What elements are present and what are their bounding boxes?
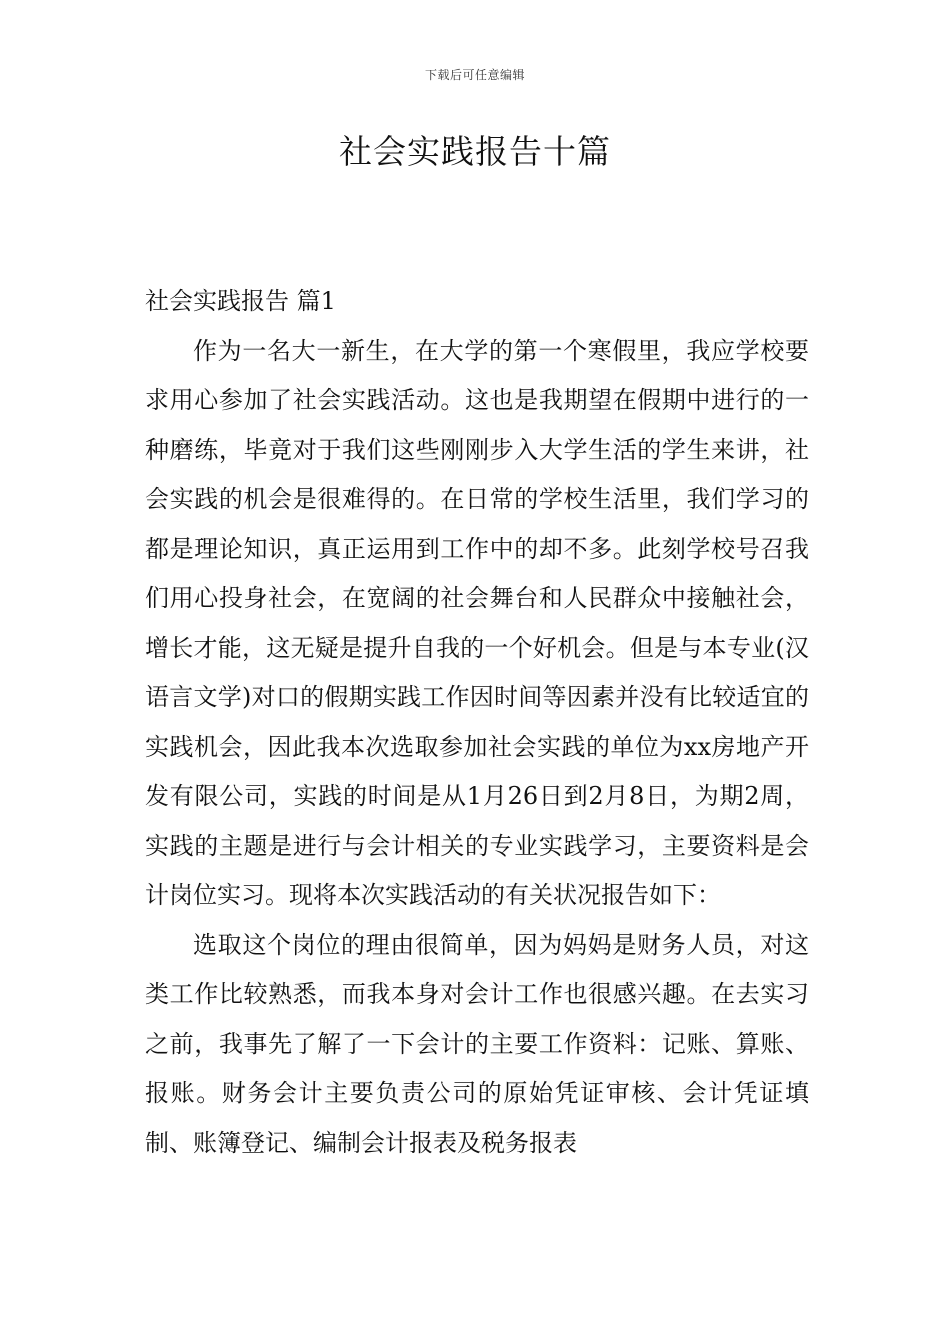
- paragraph-1: 作为一名大一新生，在大学的第一个寒假里，我应学校要求用心参加了社会实践活动。这也是我期望在假期中进行的一种磨练，毕竟对于我们这些刚刚步入大学生活的学生来讲，社会实践的机会是很难得的。在日常的学校生活里，我们学习的都是理论知识，真正运用到工作中的却不多。此刻学校号召我们用心投身社会，在宽阔的社会舞台和人民群众中接触社会，增长才能，这无疑是提升自我的一个好机会。但是与本专业(汉语言文学)对口的假期实践工作因时间等因素并没有比较适宜的实践机会，因此我本次选取参加社会实践的单位为xx房地产开发有限公司，实践的时间是从1月26日到2月8日，为期2周，实践的主题是进行与会计相关的专业实践学习，主要资料是会计岗位实习。现将本次实践活动的有关状况报告如下：: [145, 336, 809, 909]
- document-body: [145, 277, 809, 1168]
- section-heading: 社会实践报告 篇1: [145, 287, 336, 315]
- paragraph-2: 选取这个岗位的理由很简单，因为妈妈是财务人员，对这类工作比较熟悉，而我本身对会计工作也很感兴趣。在去实习之前，我事先了解了一下会计的主要工作资料：记账、算账、报账。财务会计主要负责公司的原始凭证审核、会计凭证填制、账簿登记、编制会计报表及税务报表: [145, 930, 809, 1157]
- header-note: 下载后可任意编辑: [424, 68, 525, 82]
- document-title: 社会实践报告十篇: [339, 132, 611, 171]
